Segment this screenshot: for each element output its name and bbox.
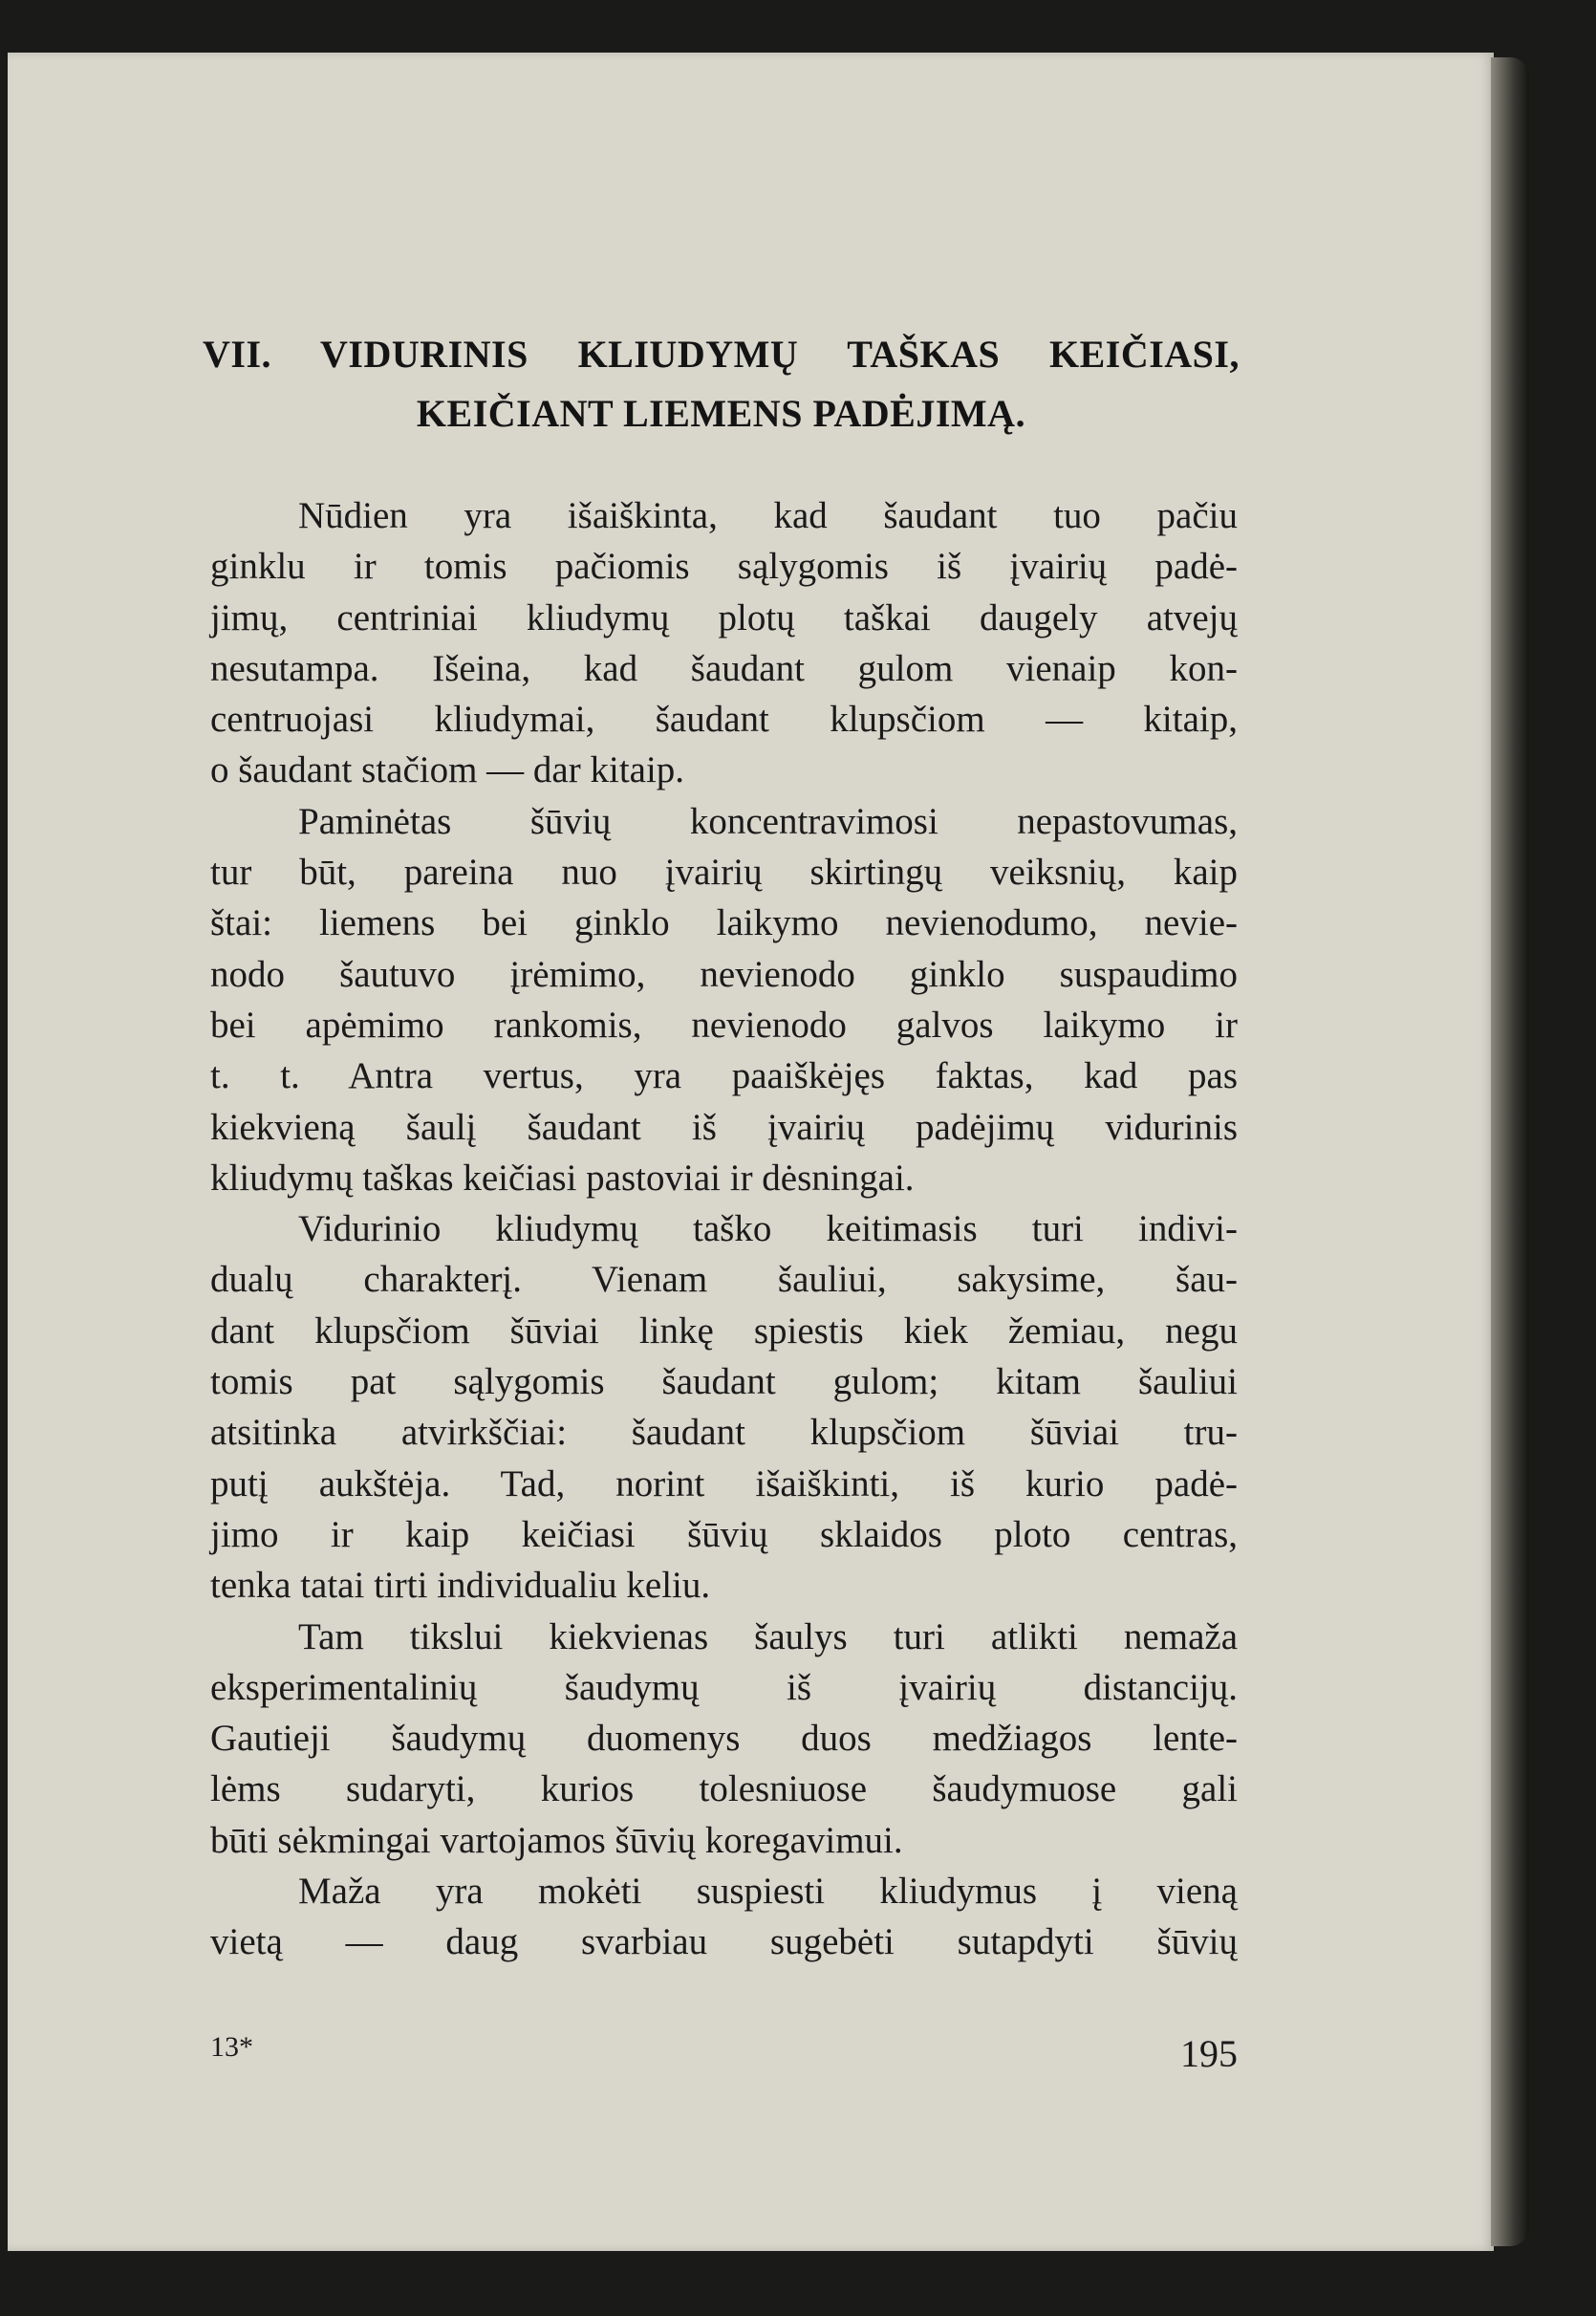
page-edge (1491, 57, 1529, 2246)
text-line: tomis pat sąlygomis šaudant gulom; kitam šauliui (210, 1361, 1238, 1403)
text-line: dualų charakterį. Vienam šauliui, sakysime, šau- (210, 1259, 1238, 1301)
text-line: jimo ir kaip keičiasi šūvių sklaidos ploto centras, (210, 1513, 1238, 1555)
text-line: atsitinka atvirkščiai: šaudant klupsčiom šūviai tru- (210, 1412, 1238, 1454)
text-line: vietą — daug svarbiau sugebėti sutapdyti šūvių (210, 1921, 1238, 1963)
signature-mark: 13* (210, 2031, 253, 2063)
text-line: Gautieji šaudymų duomenys duos medžiagos lente- (210, 1718, 1238, 1760)
text-line: Maža yra mokėti suspiesti kliudymus į vieną (298, 1871, 1238, 1913)
paragraph (210, 1866, 1238, 1968)
text-line: putį aukštėja. Tad, norint išaiškinti, iš kurio padė- (210, 1462, 1238, 1504)
paragraph (210, 1203, 1238, 1611)
text-line: būti sėkmingai vartojamos šūvių koregavimui. (210, 1819, 903, 1861)
text-line: Nūdien yra išaiškinta, kad šaudant tuo pačiu (298, 495, 1238, 536)
text-line: eksperimentalinių šaudymų iš įvairių distancijų. (210, 1666, 1238, 1708)
text-line: lėms sudaryti, kurios tolesniuose šaudymuose gali (210, 1768, 1238, 1810)
page-number: 195 (1180, 2032, 1238, 2075)
text-line: bei apėmimo rankomis, nevienodo galvos laikymo ir (210, 1004, 1238, 1046)
paragraph (210, 1612, 1238, 1866)
heading-line-1: VII. VIDURINIS KLIUDYMŲ TAŠKAS KEIČIASI, (203, 333, 1240, 376)
text-line: tur būt, pareina nuo įvairių skirtingų veiksnių, kaip (210, 852, 1238, 894)
text-line: centruojasi kliudymai, šaudant klupsčiom — kitaip, (210, 699, 1238, 741)
text-line: o šaudant stačiom — dar kitaip. (210, 749, 685, 791)
text-line: dant klupsčiom šūviai linkę spiestis kiek žemiau, negu (210, 1310, 1238, 1352)
text-line: t. t. Antra vertus, yra paaiškėjęs faktas, kad pas (210, 1055, 1238, 1097)
text-line: nodo šautuvo įrėmimo, nevienodo ginklo suspaudimo (210, 953, 1238, 995)
text-line: Tam tikslui kiekvienas šaulys turi atlikti nemaža (298, 1615, 1238, 1657)
heading-line-2: KEIČIANT LIEMENS PADĖJIMĄ. (416, 392, 1026, 435)
text-line: kiekvieną šaulį šaudant iš įvairių padėjimų vidurinis (210, 1106, 1238, 1148)
text-line: Paminėtas šūvių koncentravimosi nepastovumas, (298, 800, 1238, 842)
text-line: jimų, centriniai kliudymų plotų taškai daugely atvejų (210, 596, 1238, 639)
text-line: nesutampa. Išeina, kad šaudant gulom vienaip kon- (210, 647, 1238, 689)
text-line: štai: liemens bei ginklo laikymo nevienodumo, nevie- (210, 902, 1238, 944)
text-line: kliudymų taškas keičiasi pastoviai ir dėsningai. (210, 1157, 915, 1199)
text-line: tenka tatai tirti individualiu keliu. (210, 1565, 711, 1607)
chapter-heading (203, 325, 1240, 444)
body-text (210, 490, 1238, 1968)
paragraph (210, 490, 1238, 796)
text-line: Vidurinio kliudymų taško keitimasis turi indivi- (298, 1208, 1238, 1250)
text-line: ginklu ir tomis pačiomis sąlygomis iš įvairių padė- (210, 546, 1238, 588)
paragraph (210, 796, 1238, 1203)
